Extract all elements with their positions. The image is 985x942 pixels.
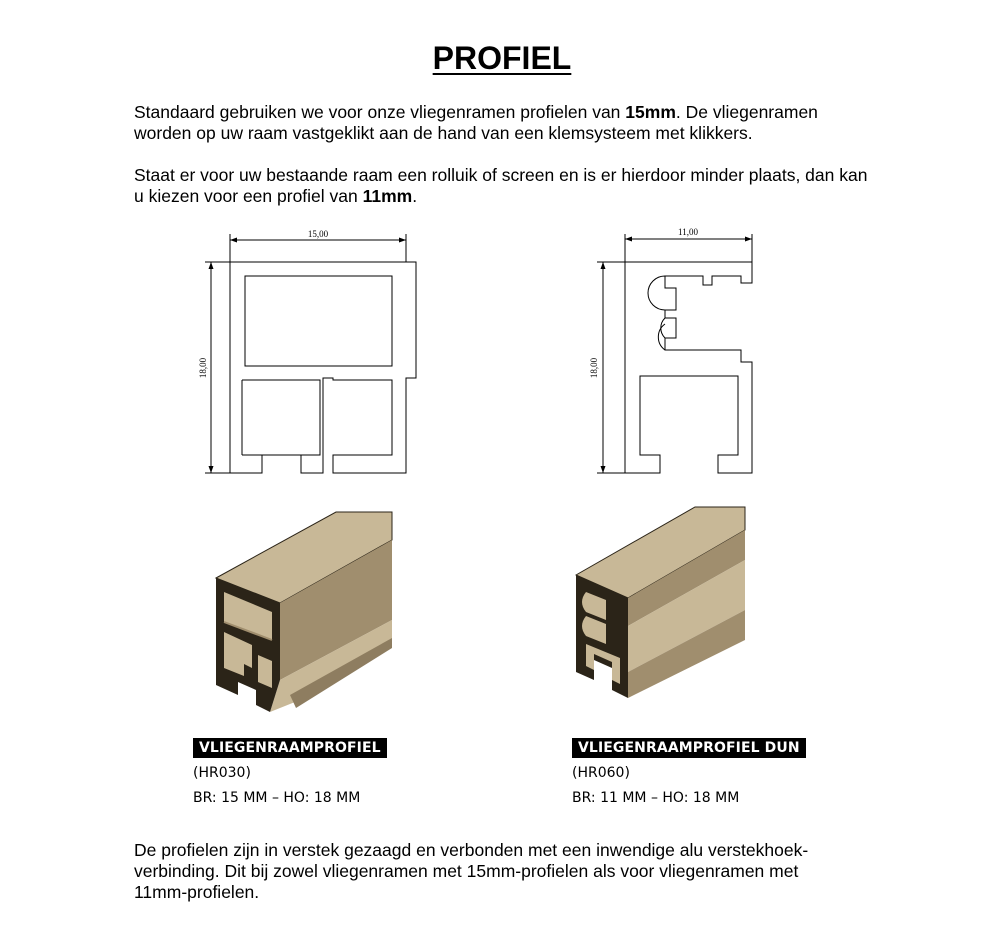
profile-dimensions: BR: 15 MM – HO: 18 MM bbox=[193, 790, 361, 806]
profile-code: (HR030) bbox=[193, 765, 251, 781]
profile-11mm-technical-drawing bbox=[585, 226, 760, 481]
profile-15mm-caption bbox=[193, 737, 387, 811]
profile-name-badge: VLIEGENRAAMPROFIEL bbox=[193, 738, 387, 758]
profile-code: (HR060) bbox=[572, 765, 630, 781]
intro-text: Standaard gebruiken we voor onze vliegenramen profielen van bbox=[134, 102, 626, 122]
intro-text: . De vliegenramen worden op uw raam vastgeklikt aan de hand van een klemsysteem met klikkers. bbox=[134, 102, 818, 143]
intro-text: Staat er voor uw bestaande raam een rolluik of screen en is er hierdoor minder plaats, dan kan u kiezen voor een profiel van bbox=[134, 165, 868, 206]
intro-emphasis-15mm: 15mm bbox=[625, 102, 676, 122]
width-dimension-label: 15,00 bbox=[307, 229, 329, 239]
profile-name-badge: VLIEGENRAAMPROFIEL DUN bbox=[572, 738, 806, 758]
height-dimension-label: 18,00 bbox=[198, 357, 208, 379]
width-dimension-label: 11,00 bbox=[678, 227, 698, 237]
profile-dimensions: BR: 11 MM – HO: 18 MM bbox=[572, 790, 740, 806]
height-dimension-label: 18,00 bbox=[589, 357, 599, 379]
intro-paragraph-1 bbox=[134, 102, 874, 144]
profile-11mm-3d-render bbox=[574, 505, 746, 700]
intro-paragraph-2 bbox=[134, 165, 874, 207]
footer-paragraph: De profielen zijn in verstek gezaagd en verbonden met een inwendige alu verstekhoek-verbinding. Dit bij zowel vliegenramen met 15mm-profielen als voor vliegenramen met 11mm-profielen. bbox=[134, 840, 809, 902]
profile-15mm-3d-render bbox=[215, 510, 393, 715]
profile-15mm-technical-drawing bbox=[195, 226, 425, 481]
profile-11mm-caption bbox=[572, 737, 806, 811]
intro-emphasis-11mm: 11mm bbox=[362, 186, 413, 206]
page-title: PROFIEL bbox=[432, 40, 572, 76]
intro-text: . bbox=[412, 186, 418, 206]
